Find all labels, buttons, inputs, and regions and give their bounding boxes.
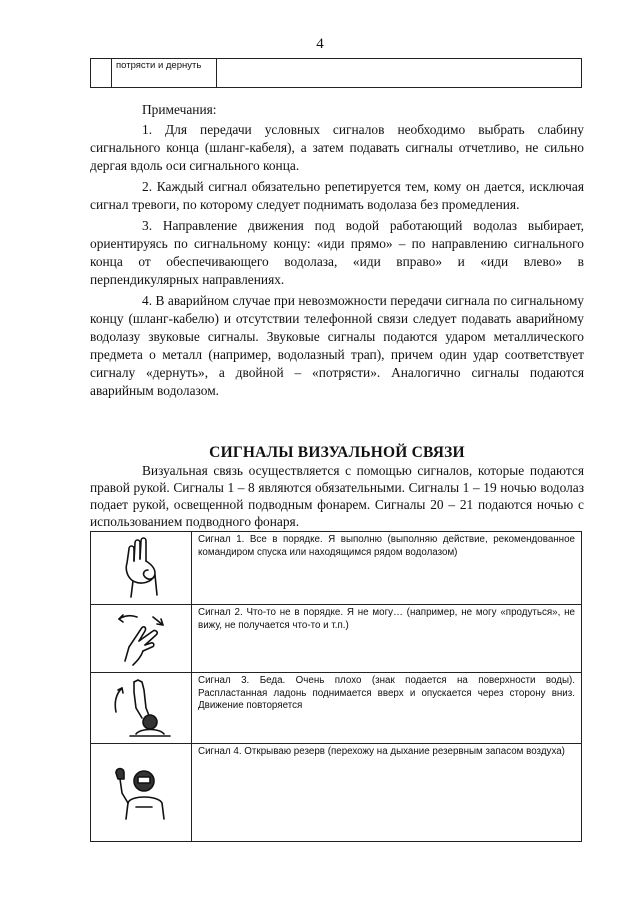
ok-hand-sign-icon bbox=[91, 537, 191, 599]
signal-picture-cell bbox=[91, 744, 192, 842]
raised-palm-diver-icon bbox=[91, 678, 191, 738]
signal-picture-cell bbox=[91, 532, 192, 605]
intro-paragraph: Визуальная связь осуществляется с помощью сигналов, которые подаются правой рукой. Сигналы 1 – 8 являются обязательными. Сигналы 1 – 19 ночью водолаз подает рукой, освещенной подводным фонарем. Сигналы 20 – 21 подаются ночью с использованием подводного фонаря. bbox=[90, 463, 584, 529]
table-row bbox=[91, 605, 582, 673]
continued-table bbox=[90, 58, 582, 88]
notes-section bbox=[90, 101, 584, 403]
note-item: 4. В аварийном случае при невозможности передачи сигнала по сигнальному концу (шланг-кабелю) и отсутствии телефонной связи следует подавать аварийному водолазу звуковые сигналы. Звуковые сигналы подаются ударом металлического предмета о металл (например, водолазный трап), причем один удар соответствует сигналу «дернуть», а двойной – «потрясти». Аналогично сигналы подаются аварийным водолазом. bbox=[90, 293, 584, 398]
table-row bbox=[91, 532, 582, 605]
page-number: 4 bbox=[316, 36, 324, 52]
notes-heading: Примечания: bbox=[142, 102, 217, 117]
table-cell-text: потрясти и дернуть bbox=[112, 59, 217, 88]
section-title: СИГНАЛЫ ВИЗУАЛЬНОЙ СВЯЗИ bbox=[209, 444, 465, 461]
table-cell-empty bbox=[217, 59, 582, 88]
note-item: 1. Для передачи условных сигналов необходимо выбрать слабину сигнального конца (шланг-кабеля), а затем подавать сигналы отчетливо, не сильно дергая вдоль оси сигнального конца. bbox=[90, 122, 584, 173]
table-row bbox=[91, 673, 582, 744]
fist-diver-icon bbox=[91, 763, 191, 823]
section-intro bbox=[90, 462, 584, 530]
waving-hand-sign-icon bbox=[91, 611, 191, 667]
table-row bbox=[91, 744, 582, 842]
table-cell-empty bbox=[91, 59, 112, 88]
signals-table bbox=[90, 531, 582, 842]
signal-picture-cell bbox=[91, 673, 192, 744]
signal-picture-cell bbox=[91, 605, 192, 673]
signal-description: Сигнал 4. Открываю резерв (перехожу на дыхание резервным запасом воздуха) bbox=[192, 744, 582, 842]
note-item: 2. Каждый сигнал обязательно репетируется тем, кому он дается, исключая сигнал тревоги, по которому следует поднимать водолаза без промедления. bbox=[90, 179, 584, 212]
signal-description: Сигнал 1. Все в порядке. Я выполню (выполняю действие, рекомендованное командиром спуска или находящимся рядом водолазом) bbox=[192, 532, 582, 605]
signal-description: Сигнал 3. Беда. Очень плохо (знак подается на поверхности воды). Распластанная ладонь поднимается вверх и опускается через сторону вниз. Движение повторяется bbox=[192, 673, 582, 744]
signal-description: Сигнал 2. Что-то не в порядке. Я не могу… (например, не могу «продуться», не вижу, не получается что-то и т.п.) bbox=[192, 605, 582, 673]
note-item: 3. Направление движения под водой работающий водолаз выбирает, ориентируясь по сигнальному концу: «иди прямо» – по направлению сигнального конца от обеспечивающего водолаза, «иди вправо» и «иди влево» в перпендикулярных направлениях. bbox=[90, 218, 584, 287]
